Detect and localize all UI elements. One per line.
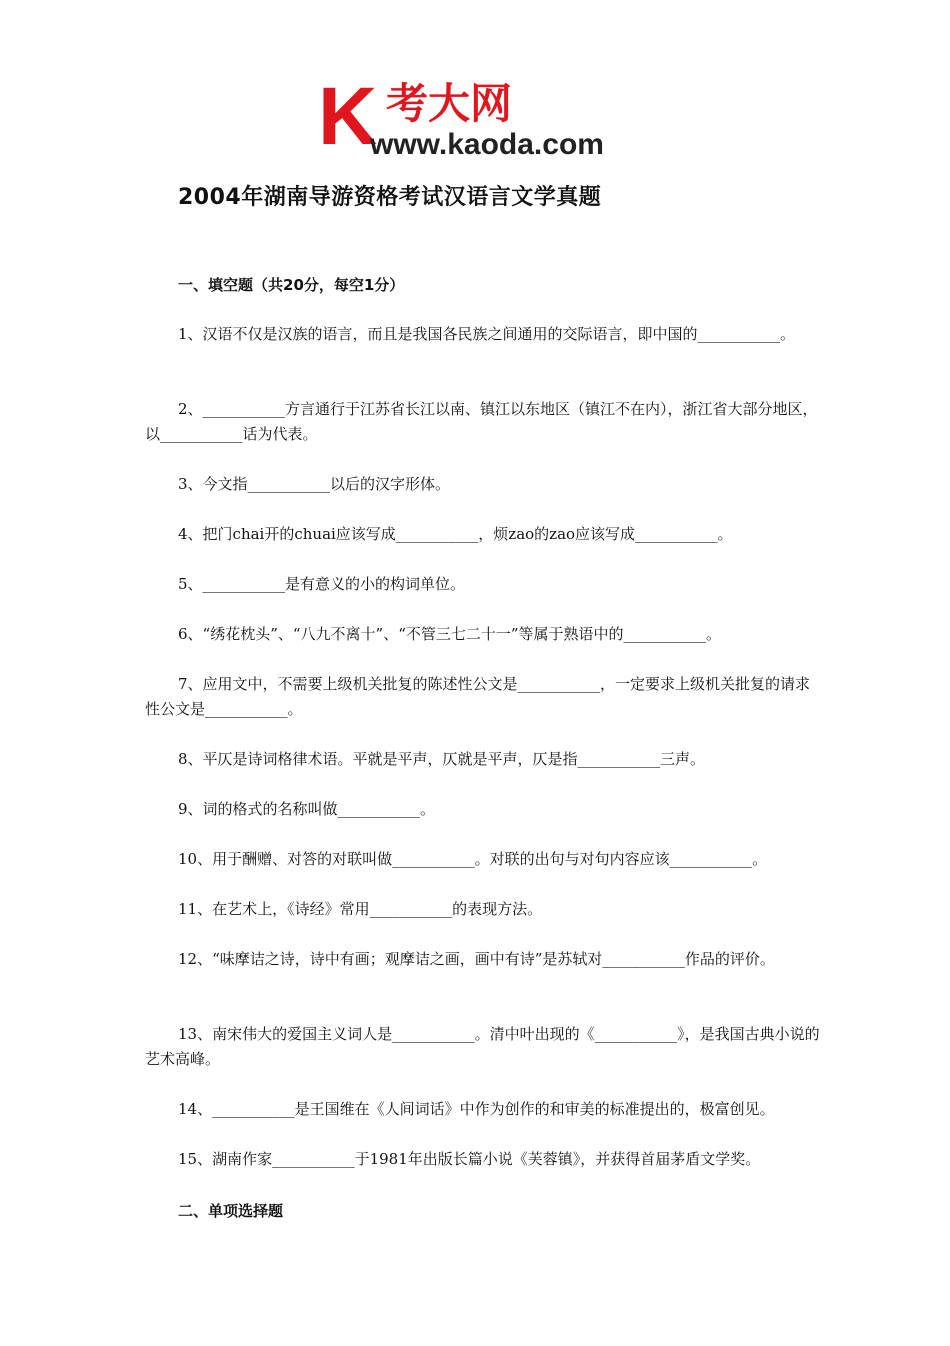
question-13: 13、南宋伟大的爱国主义词人是___________。清中叶出现的《___________》，是我国古典小说的艺术高峰。 bbox=[145, 1025, 820, 1068]
question-9: 9、词的格式的名称叫做___________。 bbox=[178, 800, 436, 818]
document-title: 2004年湖南导游资格考试汉语言文学真题 bbox=[178, 185, 602, 210]
section-heading-single-choice: 二、单项选择题 bbox=[178, 1202, 284, 1220]
logo-chinese-name: 考大网 bbox=[386, 79, 513, 128]
question-15: 15、湖南作家___________于1981年出版长篇小说《芙蓉镇》，并获得首届茅盾文学奖。 bbox=[178, 1150, 761, 1168]
kaoda-logo bbox=[318, 78, 640, 162]
question-4: 4、把门chai开的chuai应该写成___________，烦zao的zao应该写成___________。 bbox=[178, 525, 733, 543]
question-8: 8、平仄是诗词格律术语。平就是平声，仄就是平声，仄是指___________三声。 bbox=[178, 750, 706, 768]
question-14: 14、___________是王国维在《人间词话》中作为创作的和审美的标准提出的，极富创见。 bbox=[178, 1100, 775, 1118]
question-2: 2、___________方言通行于江苏省长江以南、镇江以东地区（镇江不在内），浙江省大部分地区，以___________话为代表。 bbox=[145, 400, 818, 443]
question-6: 6、“绣花枕头”、“八九不离十”、“不管三七二十一”等属于熟语中的___________。 bbox=[178, 625, 722, 643]
logo-url: www.kaoda.com bbox=[370, 128, 604, 161]
question-3: 3、今文指___________以后的汉字形体。 bbox=[178, 475, 451, 493]
section-heading-fill-blank: 一、填空题（共20分，每空1分） bbox=[178, 276, 405, 294]
question-1: 1、汉语不仅是汉族的语言，而且是我国各民族之间通用的交际语言，即中国的___________。 bbox=[178, 325, 796, 343]
question-12: 12、“味摩诘之诗，诗中有画；观摩诘之画，画中有诗”是苏轼对___________作品的评价。 bbox=[178, 950, 775, 968]
question-7: 7、应用文中，不需要上级机关批复的陈述性公文是___________，一定要求上级机关批复的请求性公文是___________。 bbox=[145, 675, 811, 718]
kaoda-logo-graphic bbox=[318, 78, 640, 162]
question-5: 5、___________是有意义的小的构词单位。 bbox=[178, 575, 466, 593]
question-11: 11、在艺术上，《诗经》常用___________的表现方法。 bbox=[178, 900, 543, 918]
logo-letter-k: K bbox=[318, 78, 378, 162]
question-10: 10、用于酬赠、对答的对联叫做___________。对联的出句与对句内容应该___________。 bbox=[178, 850, 768, 868]
